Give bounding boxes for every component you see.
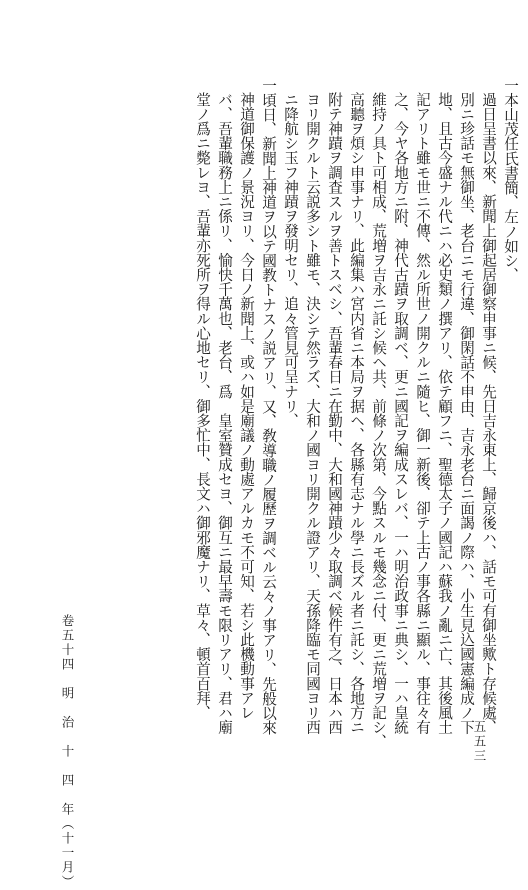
text-line: 地、且古今盛ナル代ニハ必史類ノ撰アリ、依テ顧フニ、聖德太子ノ國記ハ蘇我ノ亂ニ亡、其後風土 (436, 92, 453, 735)
page-number: 五五三 (472, 720, 487, 764)
text-line: 神道御保護ノ景況ヨリ、今日ノ新聞上、或ハ如是廟議ノ動處アルカモ不可知、若シ此機動事アレ (238, 92, 255, 720)
text-line: 過日呈書以來、新聞上御起居御察申事ニ候、先日吉永東上、歸京後ハ、話モ可有御坐歟ト存候處、 (480, 92, 497, 735)
text-line: 高聽ヲ煩シ申事ナリ、此編集ハ宮内省ニ本局ヲ据ヘ、各縣有志ナル學ニ長ズル者ニ託シ、各地方ニ (348, 92, 365, 735)
text-line: 別ニ珍話モ無御坐、老台ニモ行違、御閑話不申由、吉永老台ニ面謁ノ際ハ、小生見込國憲編成ノ下 (458, 92, 475, 735)
text-line: 維持ノ具ト可相成、荒増ヲ吉永ニ託シ候ヘ共、前條ノ次第、今點スルモ幾念ニ付、更ニ荒増ヲ記シ、 (370, 92, 387, 749)
text-line: 之、今ヤ各地方ニ附、神代古蹟ヲ取調ベ、更ニ國記ヲ編成スレバ、一ハ明治政事ニ典シ、一ハ皇統 (392, 92, 409, 735)
text-line: 記アリト雖モ世ニ不傳、然ル所世ノ開クルニ隨ヒ、御一新後、卻テ上古ノ事各縣ニ顯ル、事往々有 (414, 92, 431, 735)
text-line: バ、吾輩職務上ニ係リ、愉快千萬也、老台、爲 皇室贊成セヨ、御互ニ最早壽モ限リアリ、君ハ廟 (216, 92, 233, 735)
running-footer: 卷五十四 明 治 十 四 年（十一月） (60, 614, 75, 890)
second-item-header: 一頃日、新聞上神道ヲ以テ國教トナスノ説アリ、又、敎導職ノ履歷ヲ調ベル云々ノ事アリ、先般以來 (260, 78, 277, 735)
text-line: 附テ神蹟ヲ調査スルヲ善トスベシ、吾輩春日ニ在勤中、大和國神蹟少々取調ベ候件有之、日本ハ西 (326, 92, 343, 735)
text-line: ヨリ開クルト云説多シト雖モ、決シテ然ラズ、大和ノ國ヨリ開クル證アリ、天孫降臨モ同國ヨリ西 (304, 92, 321, 735)
letter-header-line: 一本山茂任氏書簡、左ノ如シ、 (502, 78, 519, 283)
text-line: 堂ノ爲ニ斃レヨ、吾輩亦死所ヲ得ル心地セリ、御多忙中、長文ハ御邪魔ナリ、草々、頓首百拜、 (194, 92, 211, 720)
text-line: ニ降航シ玉フ神蹟ヲ發明セリ、追々管見可呈ナリ、 (282, 92, 299, 428)
